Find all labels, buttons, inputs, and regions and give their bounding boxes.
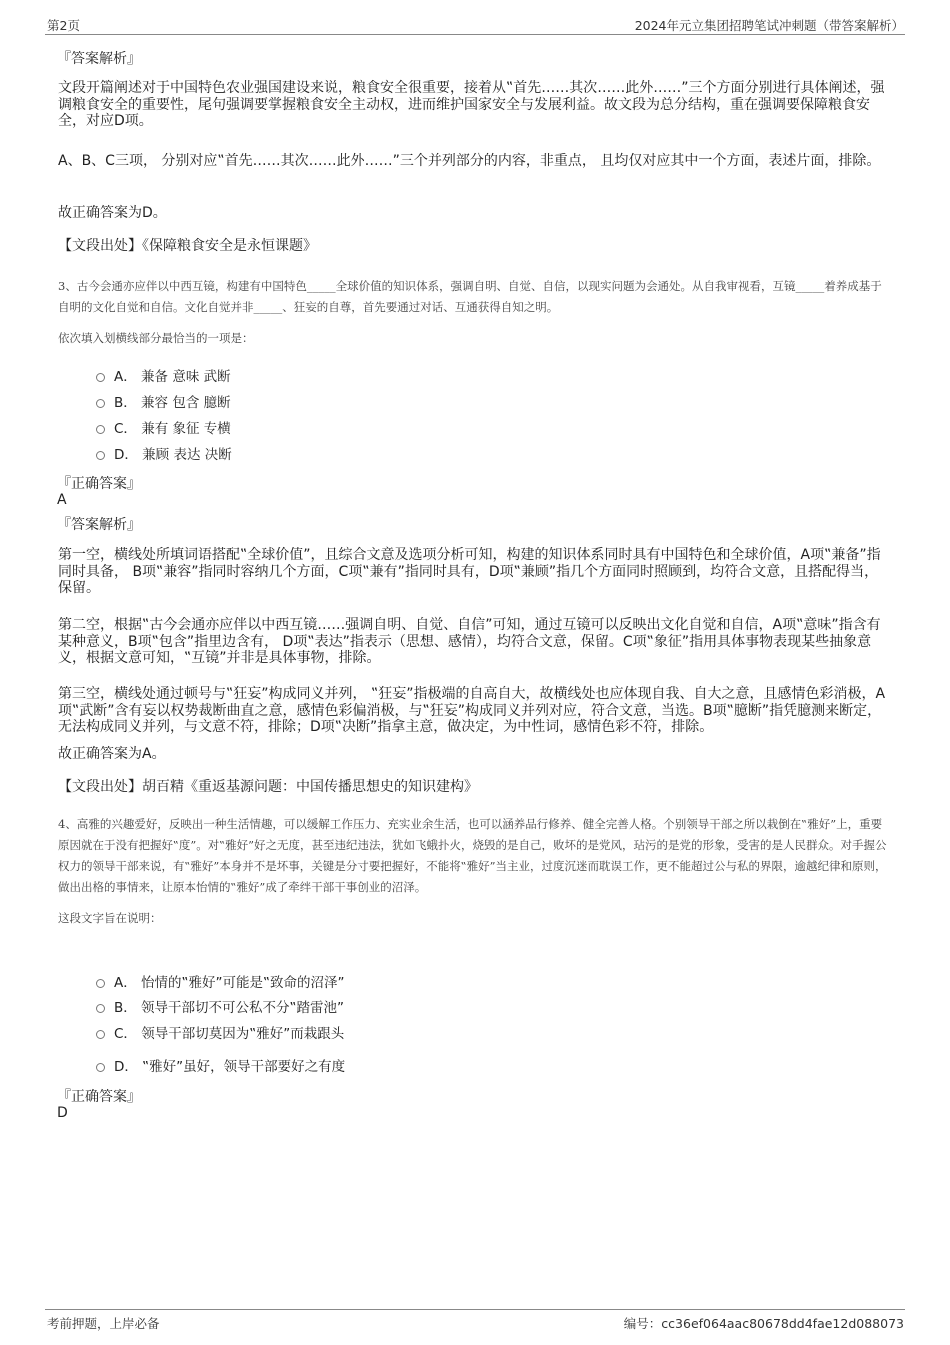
q4-option-c-label: C． 领导干部切莫因为‟雅好”而栽跟头 — [114, 1026, 345, 1042]
q2-analysis-paragraph-2: A、B、C三项， 分别对应‟首先……其次……此外……”三个并列部分的内容，非重点， 且均仅对应其中一个方面，表述片面，排除。 — [58, 153, 881, 169]
radio-button-icon[interactable] — [96, 1004, 105, 1013]
q3-option-b-label: B． 兼容 包含 臆断 — [114, 395, 231, 411]
q3-option-b[interactable] — [96, 394, 231, 412]
q4-stem: 4、高雅的兴趣爱好，反映出一种生活情趣，可以缓解工作压力、充实业余生活，也可以涵养品行修养、健全完善人格。个别领导干部之所以栽倒在‟雅好”上，重要原因就在于没有把握好‟度”。对‟雅好”好之无度，甚至违纪违法，犹如飞蛾扑火，烧毁的是自己，败坏的是党风，玷污的是党的形象，受害的是人民群众。对手握公权力的领导干部来说，有‟雅好”本身并不是坏事，关键是分寸要把握好，不能将‟雅好”当主业，过度沉迷而耽误工作，更不能超过公与私的界限，逾越纪律和原则，做出出格的事情来，让原本怡情的‟雅好”成了牵绊干部干事创业的沼泽。 — [58, 817, 887, 894]
q4-option-a-label: A． 怡情的‟雅好”可能是‟致命的沼泽” — [114, 975, 345, 991]
radio-button-icon[interactable] — [96, 399, 105, 408]
q3-option-c-label: C． 兼有 象征 专横 — [114, 421, 231, 437]
q4-option-c[interactable] — [96, 1025, 344, 1043]
q4-option-b-label: B． 领导干部切不可公私不分‟踏雷池” — [114, 1000, 345, 1016]
q4-option-a[interactable] — [96, 974, 345, 992]
q2-analysis-label: 『答案解析』 — [57, 51, 141, 67]
radio-button-icon[interactable] — [96, 451, 105, 460]
document-title: 2024年元立集团招聘笔试冲刺题（带答案解析） — [634, 18, 904, 33]
q3-option-a-label: A． 兼备 意味 武断 — [114, 369, 231, 385]
q3-option-d[interactable] — [96, 446, 232, 464]
footer-divider — [45, 1309, 905, 1310]
q3-conclusion: 故正确答案为A。 — [58, 746, 166, 762]
q4-prompt: 这段文字旨在说明： — [58, 911, 162, 925]
q3-answer: A — [57, 492, 67, 508]
footer-slogan: 考前押题，上岸必备 — [47, 1316, 160, 1331]
radio-button-icon[interactable] — [96, 1030, 105, 1039]
q3-source: 【文段出处】胡百精《重返基源问题：中国传播思想史的知识建构》 — [58, 779, 478, 795]
q4-answer: D — [57, 1105, 68, 1121]
q3-analysis-paragraph-2: 第二空，根据‟古今会通亦应伴以中西互镜……强调自明、自觉、自信”可知，通过互镜可以反映出文化自觉和自信，A项‟意味”指含有某种意义，B项‟包含”指里边含有， D项‟表达”指表示（思想、感情），均符合文意，保留。C项‟象征”指用具体事物表现某些抽象意义，根据文意可知，‟互镜”并非是具体事物，排除。 — [58, 617, 881, 666]
q3-analysis-paragraph-1: 第一空，横线处所填词语搭配‟全球价值”，且综合文意及选项分析可知，构建的知识体系同时具有中国特色和全球价值，A项‟兼备”指同时具备， B项‟兼容”指同时容纳几个方面，C项‟兼有”指同时具有，D项‟兼顾”指几个方面同时照顾到，均符合文意，且搭配得当，保留。 — [58, 547, 881, 596]
q3-option-a[interactable] — [96, 368, 231, 386]
q2-source: 【文段出处】《保障粮食安全是永恒课题》 — [58, 238, 317, 254]
radio-button-icon[interactable] — [96, 373, 105, 382]
header-divider — [45, 34, 905, 35]
q3-answer-label: 『正确答案』 — [57, 476, 141, 492]
q4-option-b[interactable] — [96, 999, 344, 1017]
q4-option-d-label: D． ‟雅好”虽好，领导干部要好之有度 — [114, 1059, 346, 1075]
q2-analysis-paragraph-1: 文段开篇阐述对于中国特色农业强国建设来说，粮食安全很重要，接着从‟首先……其次……此外……”三个方面分别进行具体阐述，强调粮食安全的重要性，尾句强调要掌握粮食安全主动权，进而维护国家安全与发展利益。故文段为总分结构，重在强调要保障粮食安全，对应D项。 — [58, 80, 885, 129]
document-id: 编号：cc36ef064aac80678dd4fae12d088073 — [623, 1316, 904, 1331]
q3-analysis-label: 『答案解析』 — [57, 517, 141, 533]
q2-conclusion: 故正确答案为D。 — [58, 205, 167, 221]
page-number: 第2页 — [47, 18, 80, 33]
q3-option-c[interactable] — [96, 420, 231, 438]
q3-prompt: 依次填入划横线部分最恰当的一项是： — [58, 331, 254, 345]
q3-stem: 3、古今会通亦应伴以中西互镜，构建有中国特色_____全球价值的知识体系，强调自明、自觉、自信，以现实问题为会通处。从自我审视看，互镜_____着养成基于自明的文化自觉和自信。文化自觉并非_____、狂妄的自尊，首先要通过对话、互通获得自知之明。 — [58, 279, 882, 314]
q4-option-d[interactable] — [96, 1058, 345, 1076]
q3-option-d-label: D． 兼顾 表达 决断 — [114, 447, 232, 463]
radio-button-icon[interactable] — [96, 425, 105, 434]
radio-button-icon[interactable] — [96, 1063, 105, 1072]
q3-analysis-paragraph-3: 第三空，横线处通过顿号与‟狂妄”构成同义并列， ‟狂妄”指极端的自高自大，故横线处也应体现自我、自大之意，且感情色彩消极，A项‟武断”含有妄以权势裁断曲直之意，感情色彩偏消极，与‟狂妄”构成同义并列对应，符合文意，当选。B项‟臆断”指凭臆测来断定，无法构成同义并列，与文意不符，排除；D项‟决断”指拿主意，做决定，为中性词，感情色彩不符，排除。 — [58, 686, 886, 735]
radio-button-icon[interactable] — [96, 979, 105, 988]
q4-answer-label: 『正确答案』 — [57, 1089, 141, 1105]
